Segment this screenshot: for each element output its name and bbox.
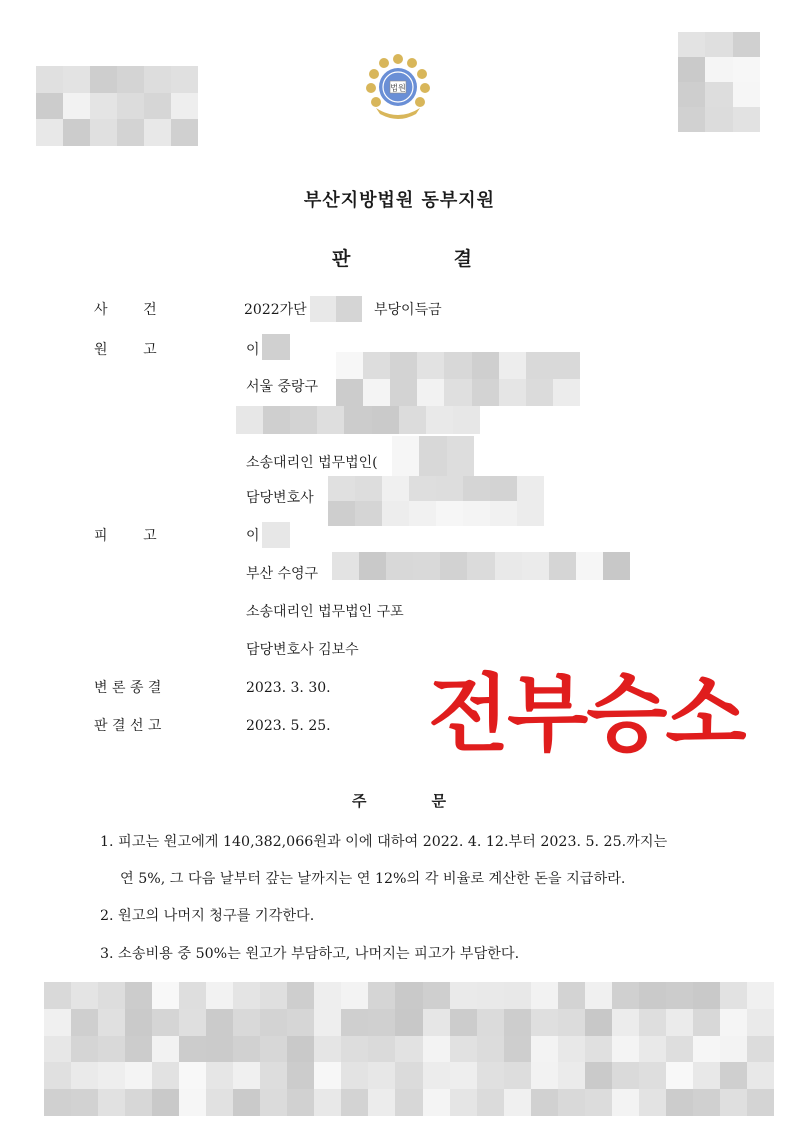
document-title (332, 244, 472, 271)
seal-text: 법원 (390, 83, 406, 93)
redaction-mosaic-top-right (678, 32, 760, 132)
defendant-counsel: 담당변호사 김보수 (246, 642, 359, 658)
case-type: 부당이득금 (374, 302, 442, 318)
defendant-address: 부산 수영구 (246, 566, 319, 582)
order-item-1: 1. 피고는 원고에게 140,382,066원과 이에 대하여 2022. 4. 12.부터 2023. 5. 25.까지는 (100, 834, 668, 850)
redaction-defendant-name (262, 522, 290, 548)
court-seal-icon (362, 50, 434, 122)
order-title-char-2: 문 (431, 792, 446, 810)
plaintiff-attorney: 소송대리인 법무법인( (246, 455, 378, 471)
redaction-mosaic-top-left (36, 66, 198, 146)
redaction-case-number (310, 296, 362, 322)
redaction-defendant-address (332, 552, 630, 580)
plaintiff-label: 원 고 (94, 342, 157, 358)
order-item-2: 2. 원고의 나머지 청구를 기각한다. (100, 908, 315, 924)
victory-stamp: 전부승소 (428, 665, 745, 763)
judgment-date: 2023. 5. 25. (246, 718, 331, 734)
document-title-char-1: 판 (332, 248, 351, 270)
judgment-date-label: 판 결 선 고 (94, 718, 162, 734)
hearing-closed-date: 2023. 3. 30. (246, 680, 331, 696)
redaction-plaintiff-counsel (328, 476, 544, 526)
redaction-plaintiff-address (336, 352, 580, 406)
case-number: 2022가단 (244, 302, 307, 318)
plaintiff-counsel: 담당변호사 (246, 490, 314, 506)
case-label: 사 건 (94, 302, 157, 318)
court-name: 부산지방법원 동부지원 (303, 190, 496, 211)
defendant-label: 피 고 (94, 528, 157, 544)
redaction-plaintiff-attorney (392, 436, 474, 476)
order-title-char-1: 주 (352, 792, 367, 810)
redaction-plaintiff-address-2 (236, 406, 480, 434)
order-title (352, 790, 446, 811)
document-title-char-2: 결 (453, 248, 472, 270)
plaintiff-name: 이 (246, 342, 260, 358)
hearing-closed-label: 변 론 종 결 (94, 680, 162, 696)
defendant-attorney: 소송대리인 법무법인 구포 (246, 604, 404, 620)
order-item-1-continued: 연 5%, 그 다음 날부터 갚는 날까지는 연 12%의 각 비율로 계산한 돈을 지급하라. (120, 871, 626, 887)
defendant-name: 이 (246, 528, 260, 544)
order-item-3: 3. 소송비용 중 50%는 원고가 부담하고, 나머지는 피고가 부담한다. (100, 946, 520, 962)
plaintiff-address: 서울 중랑구 (246, 379, 319, 395)
redaction-mosaic-bottom (44, 982, 774, 1116)
redaction-plaintiff-name (262, 334, 290, 360)
